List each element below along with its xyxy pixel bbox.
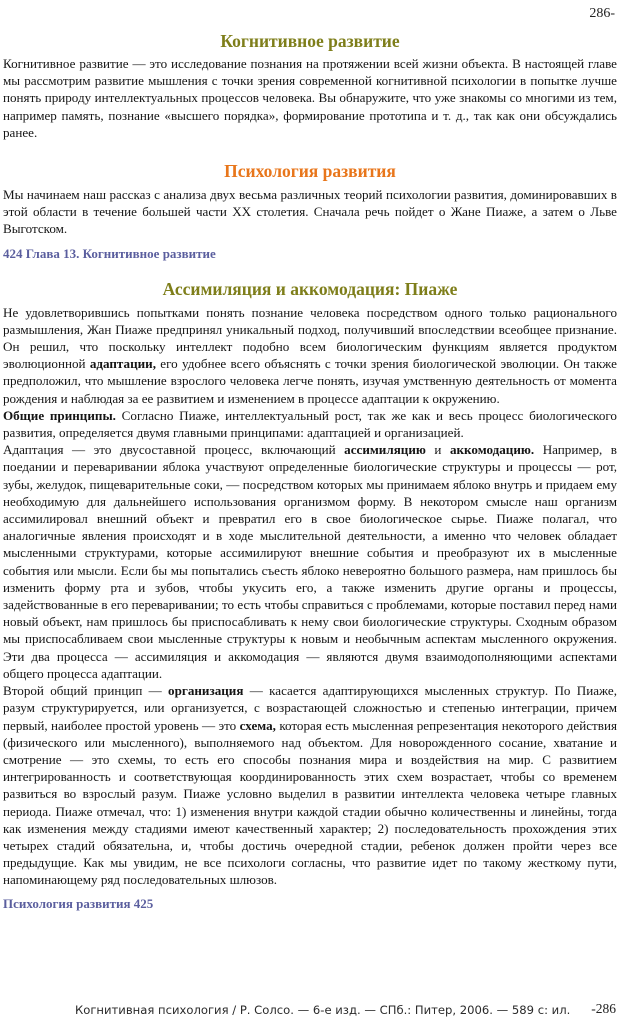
running-head-top: 424 Глава 13. Когнитивное развитие bbox=[3, 245, 216, 261]
footer-citation: Когнитивная психология / Р. Солсо. — 6-е изд. — СПб.: Питер, 2006. — 589 с: ил. bbox=[75, 1003, 571, 1017]
section-heading-developmental-psychology: Психология развития bbox=[224, 161, 396, 182]
body-paragraph-general-principles: Общие принципы. Согласно Пиаже, интеллектуальный рост, так же как и весь процесс биологического развития, определяется двумя главными принципами: адаптацией и организацией. bbox=[3, 407, 617, 441]
page-footer bbox=[0, 999, 620, 1017]
section-heading-assimilation-accommodation: Ассимиляция и аккомодация: Пиаже bbox=[162, 278, 458, 299]
body-paragraph-adaptation: Адаптация — это двусоставной процесс, включающий ассимиляцию и аккомодацию. Например, в поедании и переваривании яблока участвуют определенные биологические структуры и процессы — рот, зубы, желудок, пищеварительные соки, — посредством которых мы принимаем яблоко внутрь и придаем ему необходимую для дальнейшего использования организмом форму. В некотором смысле наш организм ассимилировал внешний объект и превратил его в свое биологическое сырье. Пиаже полагал, что аналогичные явления происходят и в ходе мыслительной деятельности, а именно что человек обладает мысленными структурами, которые ассимилируют внешние события и преобразуют их в мысленные события или мысли. Если бы мы попытались съесть яблоко невероятно большого размера, нам пришлось бы изменить форму рта и зубов, чтобы укусить его, а также изменить другие органы и процессы, задействованные в его переваривании; то есть чтобы справиться с проблемами, которые поставил перед нами новый объект, нам пришлось бы приспосабливать к нему свои биологические структуры. Сходным образом мы приспосабливаем свои мысленные структуры к новым и необычным аспектам мысленного окружения. Эти два процесса — ассимиляция и аккомодация — являются двумя взаимодополняющими аспектами общего процесса адаптации. bbox=[3, 442, 617, 681]
chapter-title: Когнитивное развитие bbox=[220, 31, 400, 51]
developmental-psychology-paragraph: Мы начинаем наш рассказ с анализа двух весьма различных теорий психологии развития, доминировавших в этой области в течение большей части XX столетия. Сначала речь пойдет о Жане Пиаже, а затем о Льве Выготском. bbox=[3, 187, 617, 237]
intro-paragraph: Когнитивное развитие — это исследование познания на протяжении всей жизни объекта. В настоящей главе мы рассмотрим развитие мышления с точки зрения современной когнитивной психологии в попытке лучше понять природу интеллектуальных процессов человека. Вы обнаружите, что уже знакомы со многими из тем, например память, познание «высшего порядка», формирование прототипа и т. д., так как они обсуждались ранее. bbox=[3, 56, 617, 140]
running-head-bottom: Психология развития 425 bbox=[3, 895, 154, 911]
body-paragraph-piaget-1: Не удовлетворившись попытками понять познание человека посредством одного только рационального размышления, Жан Пиаже предпринял уникальный подход, получивший впоследствии всеобщее признание. Он решил, что поскольку интеллект подобно всем биологическим функциям является продуктом эволюционной адаптации, его удобнее всего объяснять с точки зрения биологической эволюции. Он также предположил, что мышление взрослого человека легче понять, изучая умственную деятельность от момента рождения и наблюдая за ее развитием и изменением в процессе адаптации к окружению. bbox=[3, 304, 617, 406]
page-number-bottom: -286 bbox=[591, 1001, 616, 1016]
page-content bbox=[0, 31, 620, 912]
page-number-top: 286- bbox=[589, 6, 615, 21]
body-paragraph-organization: Второй общий принцип — организация — касается адаптирующихся мысленных структур. По Пиаже, разум структурируется, или организуется, с возрастающей сложностью и степенью интеграции, причем первый, наиболее простой уровень — это схема, которая есть мысленная репрезентация некоторого действия (физического или мысленного), выполняемого над объектом. Для новорожденного сосание, хватание и смотрение — это схемы, то есть его способы познания мира и воздействия на мир. С развитием интегрированность и соответствующая координированность этих схем возрастает, чтобы со временем развиться во взрослый разум. Пиаже условно выделил в развитии интеллекта человека четыре главных периода. Пиаже отмечал, что: 1) изменения внутри каждой стадии обычно количественны и линейны, тогда как изменения между стадиями имеют качественный характер; 2) последовательность прохождения этих четырех стадий обязательна, и, чтобы достичь очередной стадии, ребенок должен пройти через все предыдущие. Как мы увидим, не все психологи согласны, что развитие идет по такому жесткому пути, напоминающему ряд последовательных шлюзов. bbox=[3, 683, 617, 888]
